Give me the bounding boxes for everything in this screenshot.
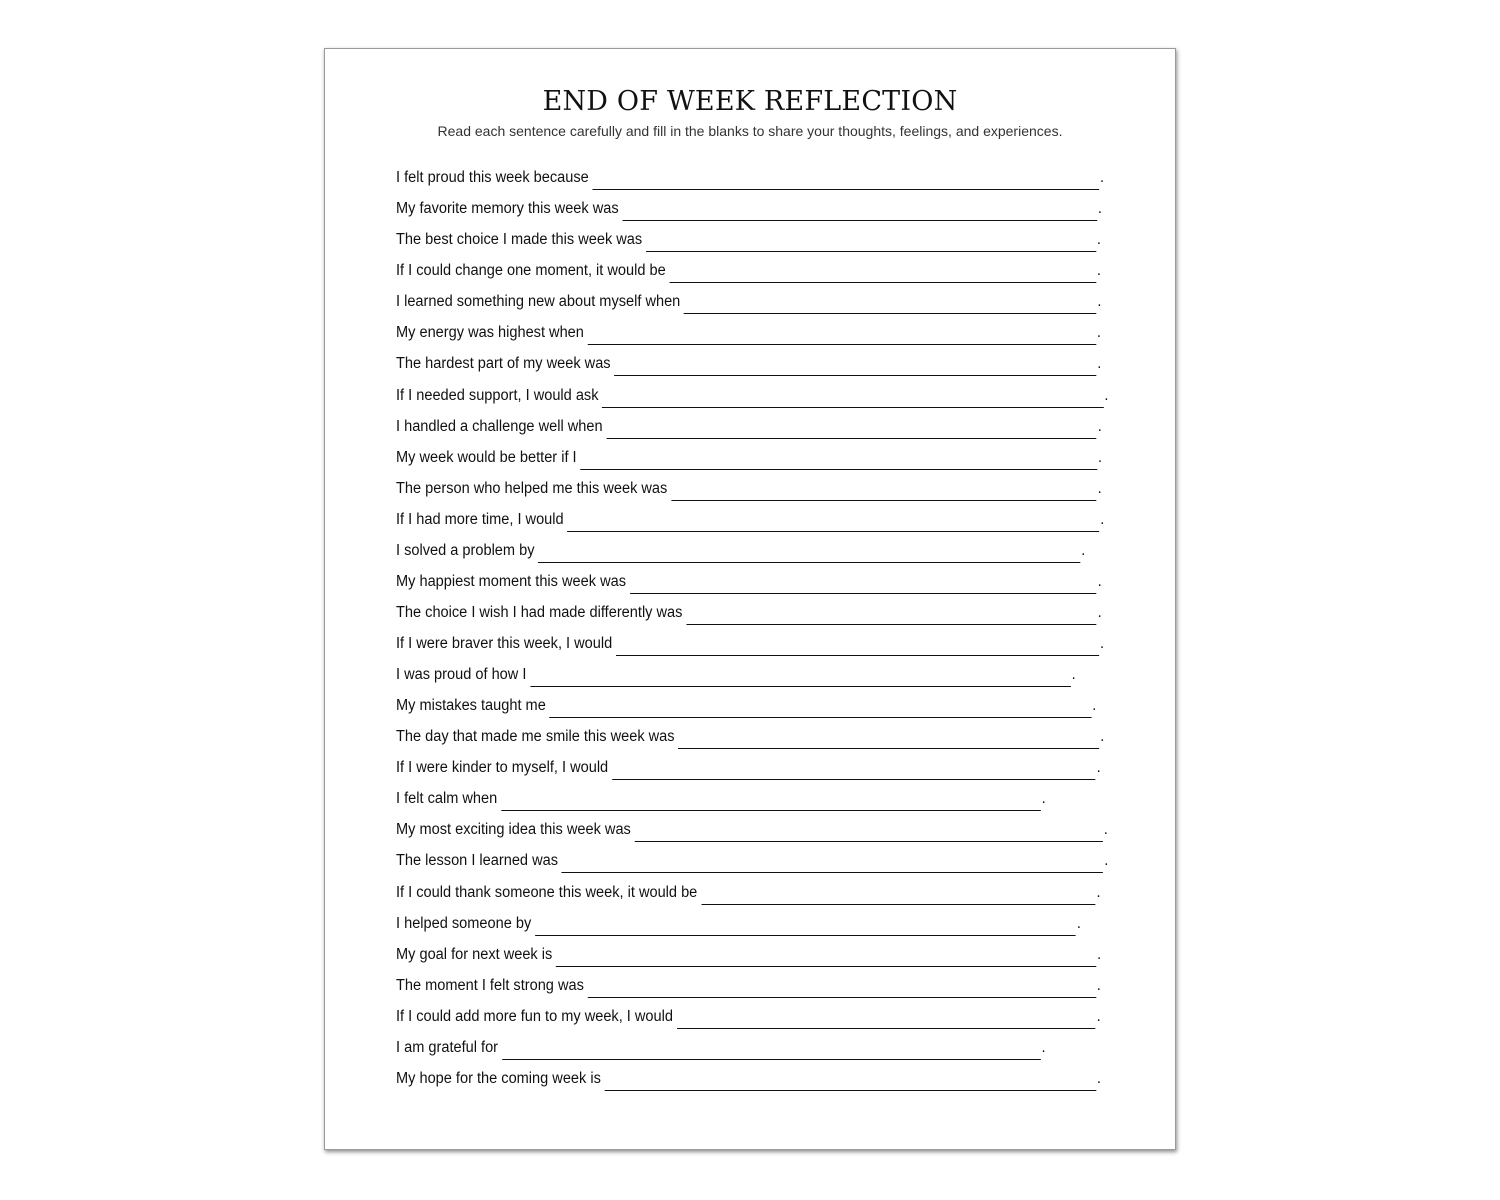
- prompt-period: .: [1096, 883, 1101, 901]
- prompt-period: .: [1096, 976, 1101, 994]
- prompt-period: .: [1097, 355, 1102, 373]
- prompt-text: I handled a challenge well when: [396, 417, 603, 435]
- prompt-period: .: [1081, 541, 1086, 559]
- answer-blank[interactable]: [593, 172, 1100, 190]
- prompt-row: [396, 376, 1109, 407]
- prompt-text: My energy was highest when: [396, 324, 584, 342]
- prompt-period: .: [1096, 262, 1101, 280]
- answer-blank[interactable]: [684, 296, 1096, 314]
- prompt-text: My mistakes taught me: [396, 697, 546, 715]
- prompt-row: [396, 718, 1105, 749]
- prompt-period: .: [1041, 1038, 1046, 1056]
- prompt-text: If I were braver this week, I would: [396, 635, 613, 652]
- prompt-text: If I could add more fun to my week, I would: [396, 1007, 673, 1025]
- prompt-text: If I were kinder to myself, I would: [396, 759, 609, 777]
- answer-blank[interactable]: [669, 265, 1095, 283]
- prompt-row: [396, 936, 1102, 967]
- prompt-text: I learned something new about myself when: [396, 293, 681, 311]
- prompt-row: [396, 439, 1103, 470]
- prompt-text: The day that made me smile this week was: [396, 728, 675, 746]
- prompt-period: .: [1041, 790, 1046, 808]
- prompt-row: [396, 314, 1101, 345]
- answer-blank[interactable]: [606, 421, 1096, 439]
- prompt-row: [396, 998, 1101, 1029]
- prompt-text: The moment I felt strong was: [396, 976, 584, 994]
- answer-blank[interactable]: [671, 483, 1097, 501]
- answer-blank[interactable]: [588, 980, 1096, 998]
- answer-blank[interactable]: [501, 793, 1041, 811]
- prompt-period: .: [1096, 231, 1101, 249]
- prompt-text: The lesson I learned was: [396, 852, 558, 870]
- prompt-text: If I had more time, I would: [396, 510, 564, 528]
- answer-blank[interactable]: [630, 576, 1097, 594]
- answer-blank[interactable]: [616, 638, 1099, 656]
- prompt-period: .: [1098, 448, 1103, 466]
- prompt-row: [396, 811, 1108, 842]
- prompt-period: .: [1092, 697, 1097, 715]
- prompt-period: .: [1096, 1007, 1101, 1025]
- prompt-row: [396, 842, 1109, 873]
- prompt-period: .: [1104, 386, 1109, 404]
- prompt-row: [396, 563, 1102, 594]
- answer-blank[interactable]: [567, 514, 1099, 532]
- worksheet-title: END OF WEEK REFLECTION: [542, 86, 958, 117]
- prompt-period: .: [1096, 324, 1101, 342]
- answer-blank[interactable]: [622, 203, 1096, 221]
- answer-blank[interactable]: [556, 949, 1096, 967]
- prompt-text: My goal for next week is: [396, 945, 553, 963]
- worksheet-instructions: Read each sentence carefully and fill in the blanks to share your thoughts, feelings, and experiences.: [437, 123, 1063, 139]
- prompt-text: My most exciting idea this week was: [396, 821, 631, 839]
- prompt-period: .: [1103, 821, 1108, 839]
- prompt-row: [396, 687, 1097, 718]
- answer-blank[interactable]: [701, 887, 1095, 905]
- prompt-text: I felt calm when: [396, 790, 498, 808]
- prompt-period: .: [1097, 479, 1102, 497]
- prompt-row: [396, 252, 1101, 283]
- prompt-period: .: [1097, 293, 1102, 311]
- prompt-text: I helped someone by: [396, 914, 532, 932]
- prompt-text: The person who helped me this week was: [396, 479, 668, 497]
- prompt-text: If I could thank someone this week, it would be: [396, 883, 698, 901]
- answer-blank[interactable]: [677, 1011, 1096, 1029]
- prompt-text: My week would be better if I: [396, 448, 577, 466]
- prompt-period: .: [1097, 200, 1102, 218]
- prompt-text: My favorite memory this week was: [396, 200, 619, 218]
- prompt-row: [396, 221, 1101, 252]
- prompt-row: [396, 594, 1102, 625]
- prompt-text: If I could change one moment, it would be: [396, 262, 666, 280]
- prompt-text: I was proud of how I: [396, 666, 527, 684]
- answer-blank[interactable]: [538, 545, 1080, 563]
- prompt-text: The hardest part of my week was: [396, 355, 611, 373]
- prompt-row: [396, 1029, 1063, 1060]
- prompt-period: .: [1071, 666, 1076, 684]
- prompt-row: [396, 159, 1105, 190]
- prompt-text: If I needed support, I would ask: [396, 386, 599, 404]
- prompt-row: [396, 905, 1081, 936]
- answer-blank[interactable]: [605, 1073, 1096, 1091]
- answer-blank[interactable]: [635, 824, 1103, 842]
- prompt-row: [396, 749, 1101, 780]
- prompt-list: [396, 159, 1109, 1091]
- prompt-period: .: [1076, 914, 1081, 932]
- prompt-text: I felt proud this week because: [396, 169, 589, 187]
- prompt-text: My hope for the coming week is: [396, 1069, 601, 1087]
- prompt-text: I solved a problem by: [396, 541, 535, 559]
- prompt-row: [396, 656, 1076, 687]
- answer-blank[interactable]: [602, 390, 1103, 408]
- answer-blank[interactable]: [588, 327, 1096, 345]
- answer-blank[interactable]: [562, 855, 1104, 873]
- prompt-period: .: [1096, 759, 1101, 777]
- answer-blank[interactable]: [502, 1042, 1041, 1060]
- prompt-row: [396, 780, 1063, 811]
- answer-blank[interactable]: [678, 731, 1099, 749]
- answer-blank[interactable]: [646, 234, 1096, 252]
- answer-blank[interactable]: [550, 700, 1092, 718]
- prompt-period: .: [1096, 1069, 1101, 1087]
- prompt-row: [396, 532, 1086, 563]
- prompt-text: My happiest moment this week was: [396, 572, 626, 590]
- prompt-period: .: [1100, 728, 1105, 746]
- prompt-period: .: [1097, 572, 1102, 590]
- prompt-row: [396, 967, 1101, 998]
- answer-blank[interactable]: [614, 358, 1096, 376]
- prompt-period: .: [1099, 635, 1104, 652]
- prompt-row: [396, 408, 1102, 439]
- prompt-period: .: [1104, 852, 1109, 870]
- prompt-period: .: [1100, 169, 1105, 187]
- prompt-row: [396, 873, 1101, 904]
- prompt-row: [396, 190, 1102, 221]
- prompt-period: .: [1097, 603, 1102, 621]
- answer-blank[interactable]: [535, 918, 1076, 936]
- prompt-period: .: [1100, 510, 1105, 528]
- prompt-row: [396, 501, 1105, 532]
- prompt-text: I am grateful for: [396, 1038, 499, 1056]
- prompt-row: [396, 470, 1102, 501]
- prompt-row: [396, 625, 1104, 656]
- prompt-row: [396, 1060, 1101, 1091]
- answer-blank[interactable]: [686, 607, 1097, 625]
- prompt-row: [396, 345, 1102, 376]
- prompt-text: The best choice I made this week was: [396, 231, 643, 249]
- answer-blank[interactable]: [612, 762, 1096, 780]
- prompt-period: .: [1097, 417, 1102, 435]
- prompt-period: .: [1097, 945, 1102, 963]
- answer-blank[interactable]: [580, 452, 1097, 470]
- answer-blank[interactable]: [530, 669, 1071, 687]
- prompt-text: The choice I wish I had made differently was: [396, 603, 683, 621]
- prompt-row: [396, 283, 1102, 314]
